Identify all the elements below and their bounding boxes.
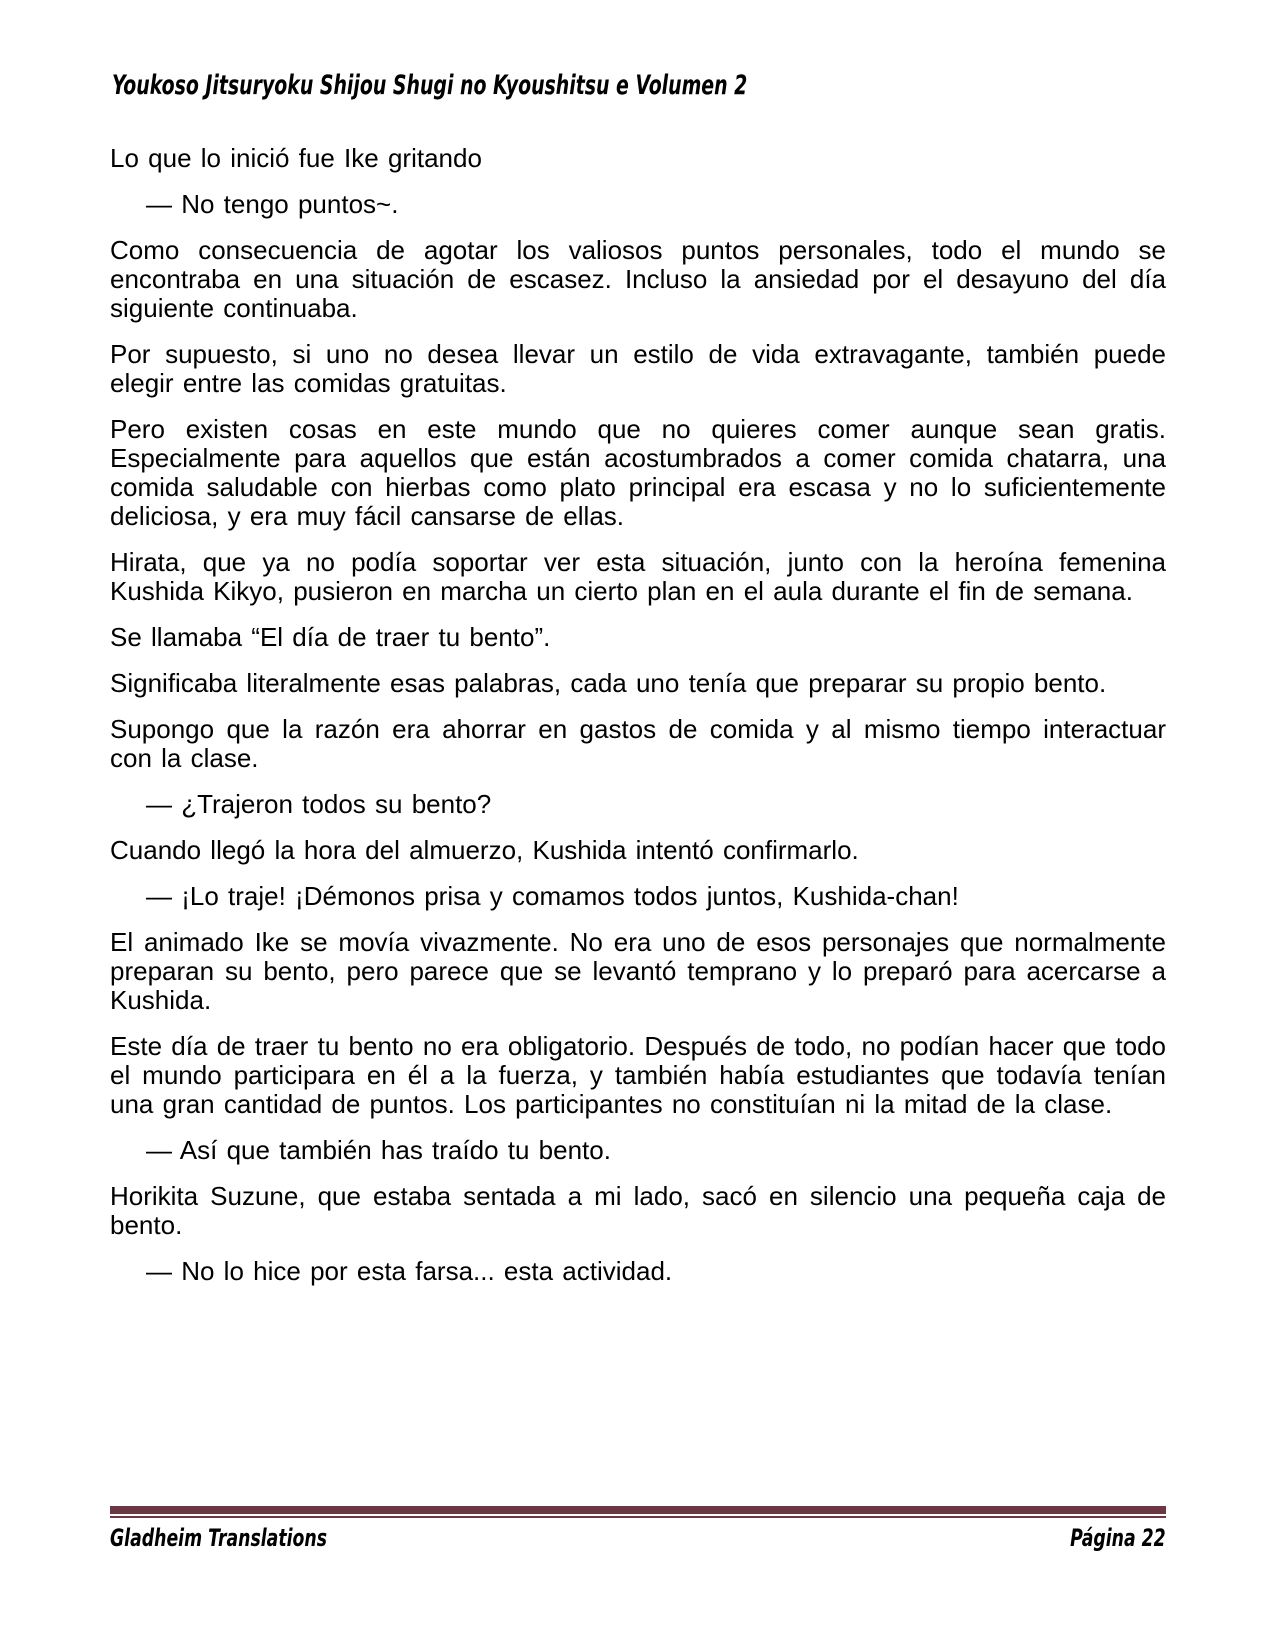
page-title: Youkoso Jitsuryoku Shijou Shugi no Kyoushitsu e Volumen 2 (112, 70, 748, 101)
dialogue-line: — No tengo puntos~. (146, 189, 399, 219)
dialogue-line: — ¡Lo traje! ¡Démonos prisa y comamos todos juntos, Kushida-chan! (146, 881, 959, 911)
paragraph: Cuando llegó la hora del almuerzo, Kushida intentó confirmarlo. (110, 835, 859, 865)
paragraph: El animado Ike se movía vivazmente. No era uno de esos personajes que normalmente preparan su bento, pero parece que se levantó temprano y lo preparó para acercarse a Kushida. (110, 927, 1166, 1015)
dialogue-line: — Así que también has traído tu bento. (146, 1135, 611, 1165)
paragraph: Se llamaba “El día de traer tu bento”. (110, 622, 551, 652)
footer-translator-credit: Gladheim Translations (110, 1524, 327, 1552)
paragraph: Como consecuencia de agotar los valiosos puntos personales, todo el mundo se encontraba en una situación de escasez. Incluso la ansiedad por el desayuno del día siguiente continuaba. (110, 235, 1166, 323)
paragraph: Significaba literalmente esas palabras, cada uno tenía que preparar su propio bento. (110, 668, 1107, 698)
paragraph: Lo que lo inició fue Ike gritando (110, 143, 482, 173)
paragraph: Hirata, que ya no podía soportar ver esta situación, junto con la heroína femenina Kushida Kikyo, pusieron en marcha un cierto plan en el aula durante el fin de semana. (110, 547, 1166, 606)
paragraph: Horikita Suzune, que estaba sentada a mi lado, sacó en silencio una pequeña caja de bento. (110, 1181, 1166, 1240)
footer-page-number: Página 22 (1070, 1524, 1166, 1552)
dialogue-line: — ¿Trajeron todos su bento? (146, 789, 492, 819)
footer-rule (110, 1506, 1166, 1518)
paragraph: Pero existen cosas en este mundo que no quieres comer aunque sean gratis. Especialmente para aquellos que están acostumbrados a comer comida chatarra, una comida saludable con hierbas como plato principal era escasa y no lo suficientemente deliciosa, y era muy fácil cansarse de ellas. (110, 414, 1166, 531)
page-footer (110, 1524, 1166, 1552)
paragraph: Este día de traer tu bento no era obligatorio. Después de todo, no podían hacer que todo el mundo participara en él a la fuerza, y también había estudiantes que todavía tenían una gran cantidad de puntos. Los participantes no constituían ni la mitad de la clase. (110, 1031, 1166, 1119)
body-text (110, 144, 1166, 1303)
page-header (112, 70, 1020, 101)
dialogue-line: — No lo hice por esta farsa... esta actividad. (146, 1256, 673, 1286)
paragraph: Supongo que la razón era ahorrar en gastos de comida y al mismo tiempo interactuar con la clase. (110, 714, 1166, 773)
paragraph: Por supuesto, si uno no desea llevar un estilo de vida extravagante, también puede elegir entre las comidas gratuitas. (110, 339, 1166, 398)
